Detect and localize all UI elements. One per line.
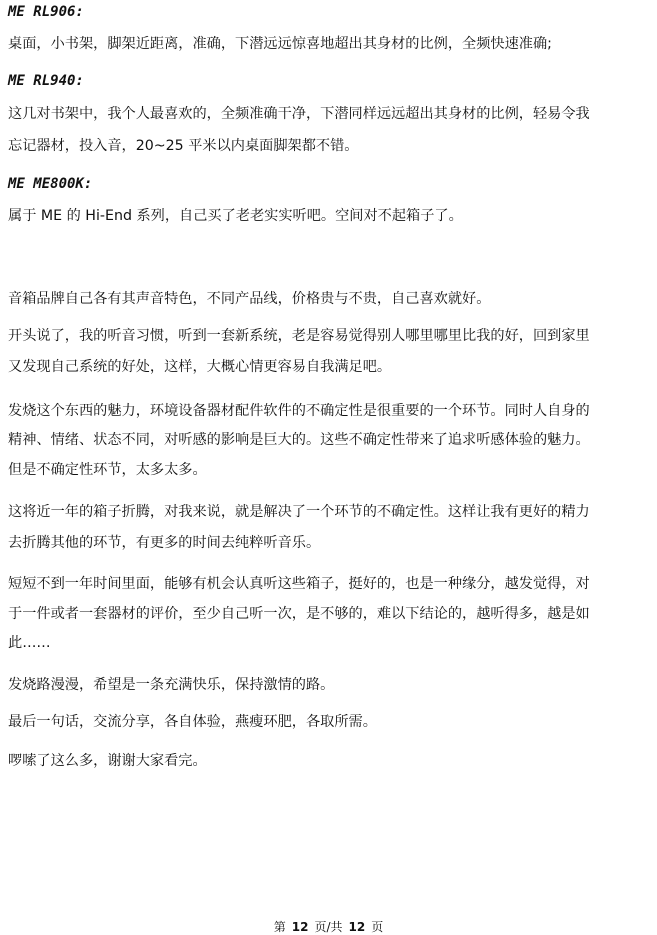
paragraph-3-line-2: 精神、情绪、状态不同，对听感的影响是巨大的。这些不确定性带来了追求听感体验的魅力。 (8, 432, 590, 448)
paragraph-2-line-2: 又发现自己系统的好处，这样，大概心情更容易自我满足吧。 (8, 359, 392, 375)
footer-middle: 页/共 (314, 920, 343, 934)
section-text-rl940-line-1: 这几对书架中，我个人最喜欢的，全频准确干净，下潜同样远远超出其身材的比例，轻易令我 (8, 106, 590, 122)
paragraph-5-line-3: 此…… (8, 635, 51, 651)
paragraph-4-line-2: 去折腾其他的环节，有更多的时间去纯粹听音乐。 (8, 535, 321, 551)
section-text-rl906: 桌面，小书架，脚架近距离，准确，下潜远远惊喜地超出其身材的比例，全频快速准确; (8, 36, 552, 52)
section-heading-rl906: ME RL906: (8, 4, 84, 20)
paragraph-8-line-1: 啰嗦了这么多，谢谢大家看完。 (8, 753, 207, 769)
paragraph-1-line-1: 音箱品牌自己各有其声音特色，不同产品线，价格贵与不贵，自己喜欢就好。 (8, 291, 491, 307)
paragraph-4-line-1: 这将近一年的箱子折腾，对我来说，就是解决了一个环节的不确定性。这样让我有更好的精力 (8, 504, 590, 520)
section-text-me800k: 属于 ME 的 Hi-End 系列，自己买了老老实实听吧。空间对不起箱子了。 (8, 208, 463, 224)
paragraph-7-line-1: 最后一句话，交流分享，各自体验，燕瘦环肥，各取所需。 (8, 714, 377, 730)
paragraph-3-line-3: 但是不确定性环节，太多太多。 (8, 462, 207, 478)
section-heading-me800k: ME ME800K: (8, 176, 93, 192)
page-footer (0, 918, 657, 935)
section-text-rl940-line-2: 忘记器材，投入音，20~25 平米以内桌面脚架都不错。 (8, 138, 359, 154)
paragraph-3-line-1: 发烧这个东西的魅力，环境设备器材配件软件的不确定性是很重要的一个环节。同时人自身的 (8, 403, 590, 419)
footer-current-page: 12 (291, 920, 309, 934)
paragraph-2-line-1: 开头说了，我的听音习惯，听到一套新系统，老是容易觉得别人哪里哪里比我的好，回到家里 (8, 328, 590, 344)
paragraph-5-line-1: 短短不到一年时间里面，能够有机会认真听这些箱子，挺好的，也是一种缘分，越发觉得，对 (8, 576, 590, 592)
footer-total-pages: 12 (348, 920, 366, 934)
section-heading-rl940: ME RL940: (8, 73, 84, 89)
footer-suffix: 页 (371, 920, 384, 934)
paragraph-5-line-2: 于一件或者一套器材的评价，至少自己听一次，是不够的，难以下结论的，越听得多，越是如 (8, 606, 590, 622)
footer-prefix: 第 (273, 920, 286, 934)
paragraph-6-line-1: 发烧路漫漫，希望是一条充满快乐，保持激情的路。 (8, 677, 335, 693)
